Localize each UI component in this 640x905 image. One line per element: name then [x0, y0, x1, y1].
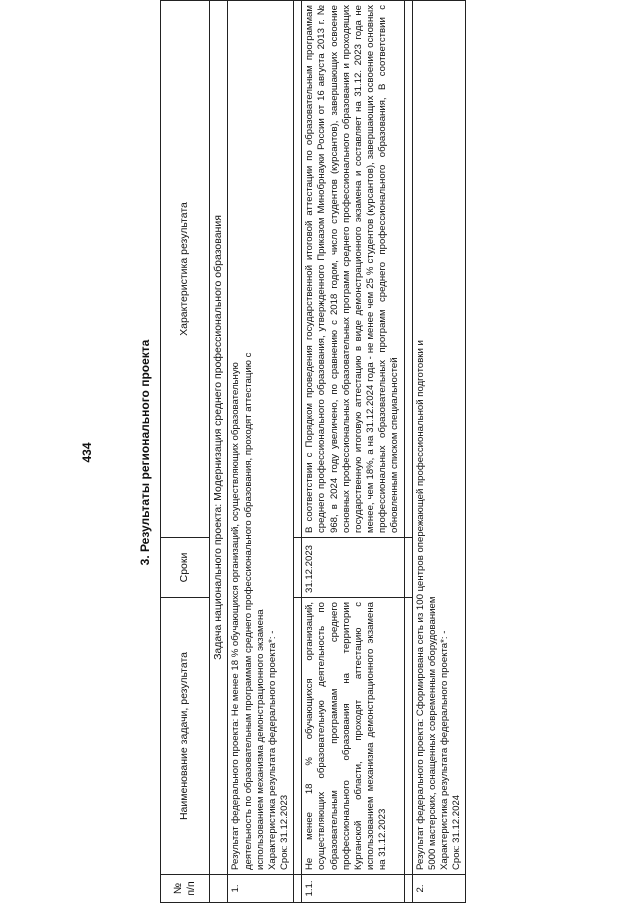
header-characteristic: Характеристика результата [161, 1, 210, 538]
result-line: использованием механизма демонстрационного экзамена [254, 609, 266, 870]
regional-result-name: Не менее 18 % обучающихся организаций, осуществляющих образовательную деятельность по образовательным программам среднего профессионального образования на территории Курганской области, проходят аттестацию с использованием механизма демонстрационного экзамена на 31.12.2023 [302, 598, 404, 875]
task-row-num [210, 875, 228, 903]
table-row [228, 1, 294, 903]
row-num: 1.1. [302, 875, 404, 903]
result-line: 5000 мастерских, оснащенных современным оборудованием [426, 596, 438, 870]
row-num: 1. [228, 875, 294, 903]
federal-result-1 [228, 1, 294, 875]
spacer-row [294, 1, 302, 903]
header-term: Сроки [161, 538, 210, 598]
result-line: Результат федерального проекта: Сформирована сеть из 100 центров опережающей профессиональной подготовки и [414, 340, 426, 870]
task-text: Задача национального проекта: Модернизация среднего профессионального образования [210, 1, 228, 875]
result-line: деятельность по образовательным программам среднего профессионального образования, проходят аттестацию с [242, 352, 254, 870]
table-header-row [161, 1, 210, 903]
result-line: Характеристика результата федерального проекта*: - [266, 630, 278, 870]
results-table [160, 0, 466, 903]
header-num: № п/п [161, 875, 210, 903]
regional-result-characteristic: В соответствии с Порядком проведения государственной итоговой аттестации по образовательным программам среднего профессионального образования, утвержденного Приказом Минобрнауки России от 16 августа 2013 г. № 968, в 2024 году увеличено, по сравнению с 2018 годом, число студентов (курсантов), завершающих освоение основных профессиональных образовательных программ среднего профессионального образования и проходящих государственную итоговую аттестацию в виде демонстрационного экзамена и составляет на 31.12. 2023 года не менее, чем 18%, а на 31.12.2024 года - не менее чем 25 % студентов (курсантов), завершающих освоение основных профессиональных образовательных программ среднего профессионального образования, В соответствии с обновленным списком специальностей [302, 1, 404, 538]
regional-result-term: 31.12.2023 [302, 538, 404, 598]
result-line: Срок: 31.12.2024 [451, 794, 463, 870]
table-row [302, 1, 404, 903]
section-title: 3. Результаты регионального проекта [138, 339, 152, 566]
result-line: Характеристика результата федерального проекта*: - [438, 630, 450, 870]
table-row [412, 1, 466, 903]
result-line: Срок: 31.12.2023 [279, 794, 291, 870]
federal-result-2 [412, 1, 466, 875]
header-name: Наименование задачи, результата [161, 598, 210, 875]
result-line: Результат федерального проекта: Не менее 18 % обучающихся организаций, осуществляющих образовательную [230, 362, 242, 870]
row-num: 2. [412, 875, 466, 903]
page-number: 434 [80, 442, 94, 463]
spacer-row [404, 1, 412, 903]
task-row [210, 1, 228, 903]
